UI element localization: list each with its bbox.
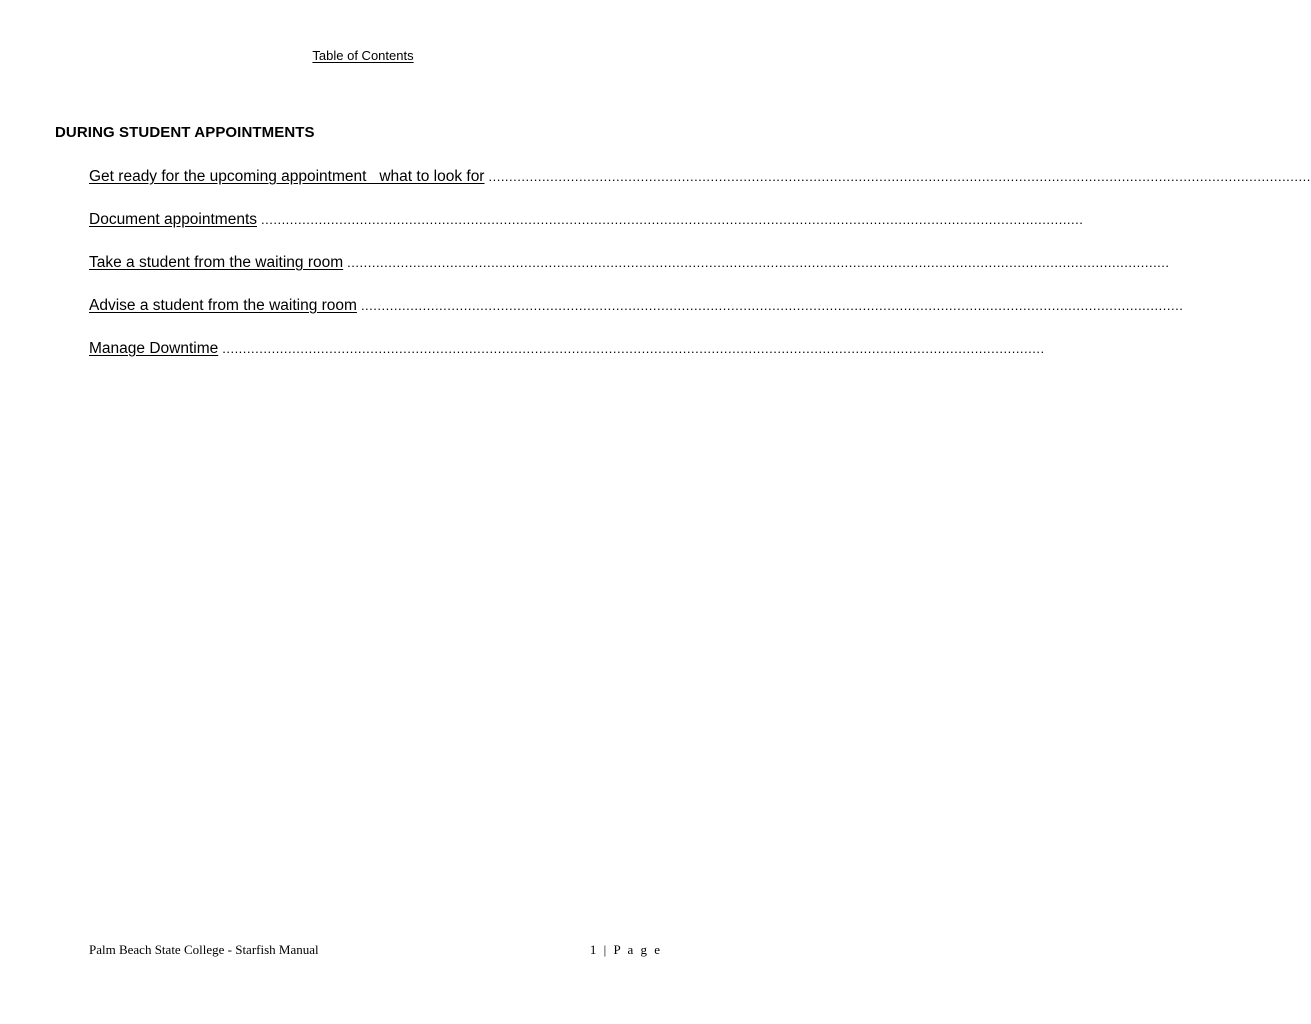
toc-entry-manage-downtime[interactable] xyxy=(89,340,1045,383)
toc-entry-advise-student[interactable] xyxy=(89,297,1184,340)
toc-dot-leader: ........................................................................................................................................................................................................ xyxy=(488,169,1311,184)
toc-entry-label[interactable]: Get ready for the upcoming appointment what to look for xyxy=(89,168,485,185)
toc-dot-leader: ........................................................................................................................................................................................................ xyxy=(360,298,1184,313)
toc-dot-leader: ........................................................................................................................................................................................................ xyxy=(261,212,1084,227)
toc-entry-label[interactable]: Take a student from the waiting room xyxy=(89,254,344,271)
toc-entry-get-ready[interactable] xyxy=(89,168,1311,211)
toc-section-heading: DURING STUDENT APPOINTMENTS xyxy=(55,124,315,141)
toc-entry-label[interactable]: Manage Downtime xyxy=(89,340,219,357)
toc-entry-take-student[interactable] xyxy=(89,254,1170,297)
toc-entry-label[interactable]: Advise a student from the waiting room xyxy=(89,297,357,314)
footer-page-number: 1 | P a g e xyxy=(589,942,662,957)
toc-dot-leader: ........................................................................................................................................................................................................ xyxy=(222,341,1045,356)
toc-dot-leader: ........................................................................................................................................................................................................ xyxy=(347,255,1170,270)
toc-entry-document-appointments[interactable] xyxy=(89,211,1084,254)
page-title: Table of Contents xyxy=(312,48,414,63)
footer-manual-name: Palm Beach State College - Starfish Manual xyxy=(89,942,319,957)
toc-entry-label[interactable]: Document appointments xyxy=(89,211,258,228)
toc-list xyxy=(89,168,1311,383)
